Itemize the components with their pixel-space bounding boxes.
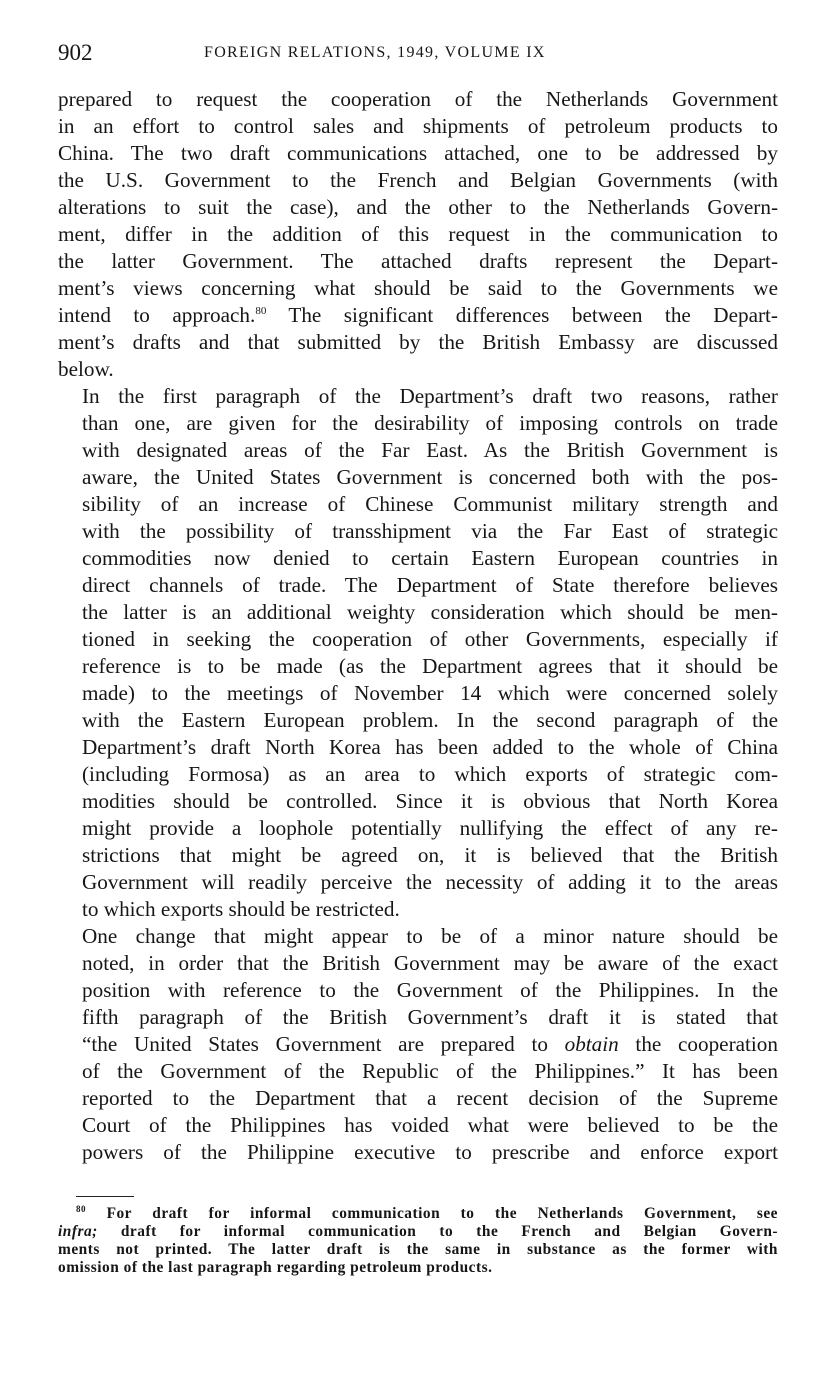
text-line: “the United States Government are prepared to obtain the cooperation bbox=[82, 1032, 778, 1056]
text-line: modities should be controlled. Since it is obvious that North Korea bbox=[82, 789, 778, 813]
text-line: reported to the Department that a recent decision of the Supreme bbox=[82, 1086, 778, 1110]
text-line: than one, are given for the desirability of imposing controls on trade bbox=[82, 411, 778, 435]
text-segment: The significant differences between the Depart- bbox=[266, 303, 778, 327]
paragraph-1 bbox=[58, 86, 778, 383]
text-line: the U.S. Government to the French and Belgian Governments (with bbox=[58, 168, 778, 192]
text-line: direct channels of trade. The Department of State therefore believes bbox=[82, 573, 778, 597]
footnote-number: 80 bbox=[76, 1204, 86, 1214]
text-line: aware, the United States Government is concerned both with the pos- bbox=[82, 465, 778, 489]
text-line: with the Eastern European problem. In the second paragraph of the bbox=[82, 708, 778, 732]
text-line: prepared to request the cooperation of the Netherlands Government bbox=[58, 87, 778, 111]
text-line: in an effort to control sales and shipments of petroleum products to bbox=[58, 114, 778, 138]
running-title: FOREIGN RELATIONS, 1949, VOLUME IX bbox=[204, 44, 546, 61]
text-line: with designated areas of the Far East. As the British Government is bbox=[82, 438, 778, 462]
footnote-line bbox=[58, 1205, 778, 1223]
running-head bbox=[58, 40, 778, 70]
footnote-divider bbox=[76, 1196, 134, 1197]
text-line: In the first paragraph of the Department’s draft two reasons, rather bbox=[82, 384, 778, 408]
text-line: fifth paragraph of the British Government’s draft it is stated that bbox=[82, 1005, 778, 1029]
footnote-line: omission of the last paragraph regarding petroleum products. bbox=[58, 1259, 493, 1276]
page-number: 902 bbox=[58, 40, 93, 65]
text-line: powers of the Philippine executive to prescribe and enforce export bbox=[82, 1140, 778, 1164]
text-line: ment, differ in the addition of this request in the communication to bbox=[58, 222, 778, 246]
paragraph-3 bbox=[58, 923, 778, 1166]
text-line: (including Formosa) as an area to which exports of strategic com- bbox=[82, 762, 778, 786]
text-line: Court of the Philippines has voided what were believed to be the bbox=[82, 1113, 778, 1137]
text-line: below. bbox=[58, 357, 114, 381]
text-line: the latter Government. The attached drafts represent the Depart- bbox=[58, 249, 778, 273]
text-line: to which exports should be restricted. bbox=[82, 897, 400, 921]
footnote-line: ments not printed. The latter draft is the same in substance as the former with bbox=[58, 1241, 778, 1258]
text-line: of the Government of the Republic of the Philippines.” It has been bbox=[82, 1059, 778, 1083]
text-line: China. The two draft communications attached, one to be addressed by bbox=[58, 141, 778, 165]
body-text bbox=[58, 86, 778, 1166]
text-line-with-footnote-ref bbox=[58, 302, 778, 329]
text-line: tioned in seeking the cooperation of other Governments, especially if bbox=[82, 627, 778, 651]
text-line: Government will readily perceive the necessity of adding it to the areas bbox=[82, 870, 778, 894]
footnote-text: For draft for informal communication to the Netherlands Government, see bbox=[106, 1205, 779, 1222]
text-segment: intend to approach. bbox=[58, 303, 256, 327]
text-line: noted, in order that the British Government may be aware of the exact bbox=[82, 951, 778, 975]
text-line: sibility of an increase of Chinese Communist military strength and bbox=[82, 492, 778, 516]
text-line: One change that might appear to be of a minor nature should be bbox=[82, 924, 778, 948]
text-line: ment’s drafts and that submitted by the British Embassy are discussed bbox=[58, 330, 778, 354]
text-line: might provide a loophole potentially nullifying the effect of any re- bbox=[82, 816, 778, 840]
footnote-line: infra; draft for informal communication to the French and Belgian Govern- bbox=[58, 1223, 778, 1240]
document-page bbox=[58, 40, 778, 1277]
italic-text: obtain bbox=[564, 1032, 619, 1056]
paragraph-2 bbox=[58, 383, 778, 923]
text-line: commodities now denied to certain Eastern European countries in bbox=[82, 546, 778, 570]
footnote bbox=[58, 1205, 778, 1277]
text-line: strictions that might be agreed on, it is believed that the British bbox=[82, 843, 778, 867]
italic-text: infra; bbox=[58, 1223, 98, 1240]
text-line: alterations to suit the case), and the other to the Netherlands Govern- bbox=[58, 195, 778, 219]
text-line: made) to the meetings of November 14 which were concerned solely bbox=[82, 681, 778, 705]
text-line: with the possibility of transshipment via the Far East of strategic bbox=[82, 519, 778, 543]
text-line: Department’s draft North Korea has been added to the whole of China bbox=[82, 735, 778, 759]
text-line: reference is to be made (as the Department agrees that it should be bbox=[82, 654, 778, 678]
footnote-ref[interactable]: 80 bbox=[255, 305, 267, 317]
text-line: position with reference to the Government of the Philippines. In the bbox=[82, 978, 778, 1002]
text-line: the latter is an additional weighty consideration which should be men- bbox=[82, 600, 778, 624]
text-line: ment’s views concerning what should be said to the Governments we bbox=[58, 276, 778, 300]
